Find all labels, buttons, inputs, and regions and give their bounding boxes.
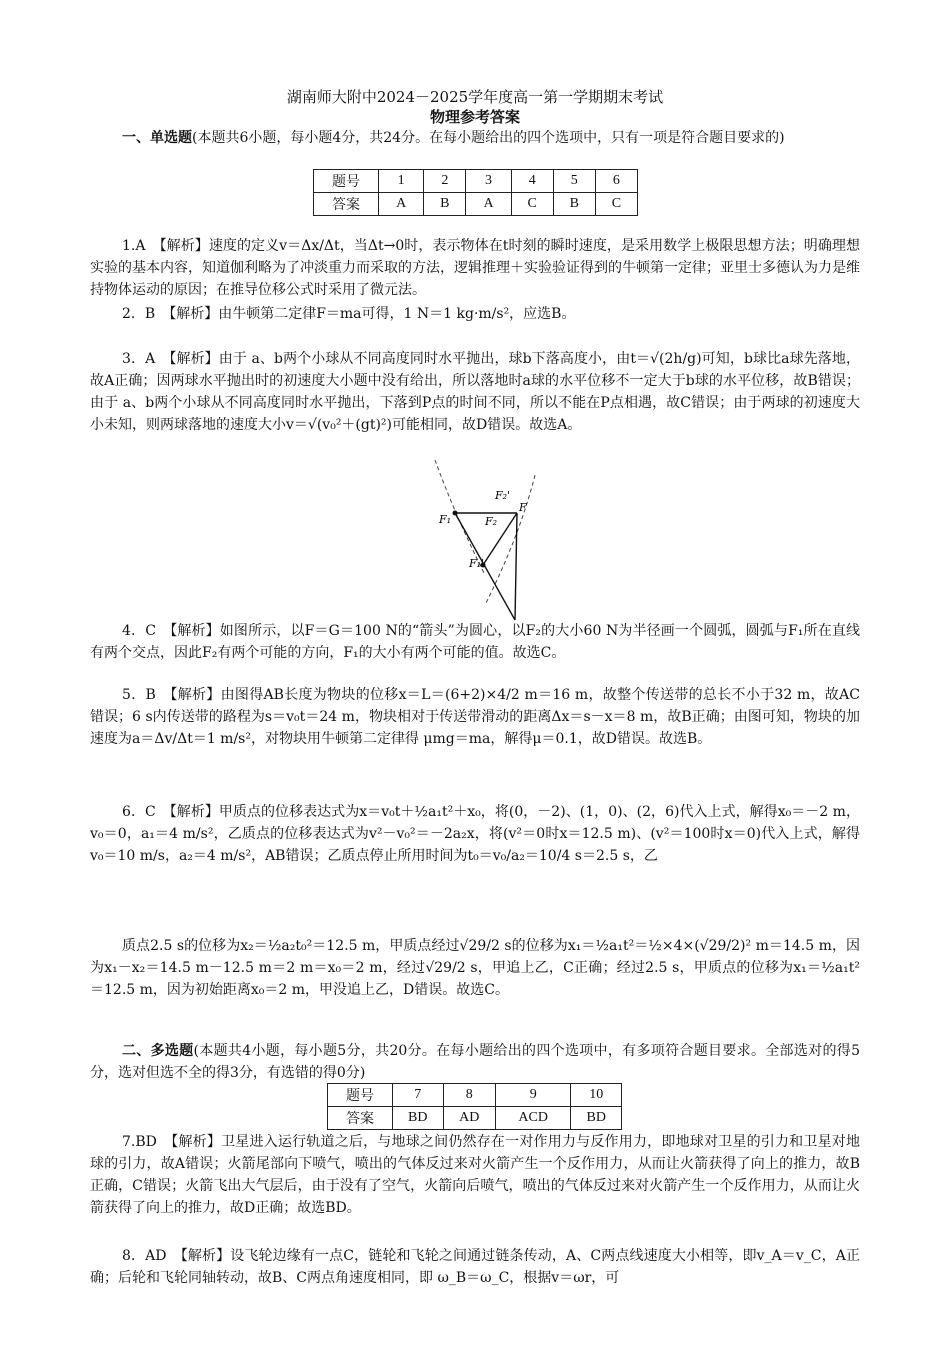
answer-table-1 — [313, 169, 638, 216]
label-f: F — [519, 501, 527, 514]
table-cell: 9 — [495, 1084, 570, 1107]
answer-q7: 7.BD 【解析】卫星进入运行轨道之后，与地球之间仍然存在一对作用力与反作用力，即地球对卫星的引力和卫星对地球的引力，故A错误；火箭尾部向下喷气，喷出的气体反过来对火箭产生一个反作用力，从而让火箭获得了向上的推力，故B正确，C错误；火箭飞出大气层后，由于没有了空气，火箭向后喷气，喷出的气体反过来对火箭产生一个反作用力，从而让火箭获得了向上的推力，故D正确；故选BD。 — [90, 1134, 860, 1216]
label-f2: F₂ — [485, 515, 498, 528]
table-cell: 10 — [571, 1084, 622, 1107]
force-diagram — [425, 455, 545, 625]
table-cell: 6 — [595, 170, 637, 193]
table-row — [328, 1084, 622, 1107]
label-f1-prime: F₁' — [469, 557, 485, 570]
answer-q6-part2: 质点2.5 s的位移为x₂＝½a₂t₀²＝12.5 m，甲质点经过√29/2 s的位移为x₁＝½a₁t²＝½×4×(√29/2)² m＝14.5 m，因为x₁－x₂＝14.5 m－12.5 m＝2 m＝x₀＝2 m，经过√29/2 s，甲追上乙，C正确；经过2.5 s，甲质点的位移为x₁＝½a₁t²＝12.5 m，因为初始距离x₀＝2 m，甲没追上乙，D错误。故选C。 — [90, 938, 860, 998]
answer-q8: 8．AD 【解析】设飞轮边缘有一点C，链轮和飞轮之间通过链条传动，A、C两点线速度大小相等，即v_A＝v_C，A正确；后轮和飞轮同轴转动，故B、C两点角速度相同，即 ω_B＝ω_C，根据v＝ωr，可 — [90, 1248, 860, 1286]
table-cell: 7 — [393, 1084, 444, 1107]
document-title: 湖南师大附中2024－2025学年度高一第一学期期末考试 — [286, 88, 664, 106]
table-cell: AD — [443, 1107, 495, 1130]
table-cell: 答案 — [328, 1107, 393, 1130]
point-f1 — [453, 511, 458, 516]
label-f1: F₁ — [439, 513, 452, 526]
section1-desc: (本题共6小题，每小题4分，共24分。在每小题给出的四个选项中，只有一项是符合题目要求的) — [192, 130, 785, 146]
table-cell: 题号 — [328, 1084, 393, 1107]
answer-q1: 1.A 【解析】速度的定义v＝Δx/Δt，当Δt→0时，表示物体在t时刻的瞬时速度，是采用数学上极限思想方法；明确理想实验的基本内容，知道伽利略为了冲淡重力而采取的方法，逻辑推理＋实验验证得到的牛顿第一定律；亚里士多德认为力是维持物体运动的原因；在推导位移公式时采用了微元法。 — [90, 238, 860, 298]
table-cell: 3 — [466, 170, 511, 193]
table-cell: 1 — [379, 170, 424, 193]
section2-intro — [90, 1040, 860, 1084]
table-cell: 答案 — [314, 193, 379, 216]
table-cell: B — [553, 193, 595, 216]
table-row — [314, 193, 638, 216]
table-cell: A — [466, 193, 511, 216]
section2-desc: (本题共4小题，每小题5分，共20分。在每小题给出的四个选项中，有多项符合题目要求。全部选对的得5分，选对但选不全的得3分，有选错的得0分) — [90, 1043, 861, 1081]
table-cell: 4 — [511, 170, 553, 193]
section1-heading: 一、单选题 — [122, 130, 192, 146]
section1-intro — [90, 127, 860, 149]
table-cell: B — [424, 193, 466, 216]
answer-table-2 — [327, 1083, 622, 1130]
table-cell: 题号 — [314, 170, 379, 193]
table-cell: ACD — [495, 1107, 570, 1130]
answer-q4: 4．C 【解析】如图所示，以F＝G＝100 N的“箭头”为圆心，以F₂的大小60 N为半径画一个圆弧，圆弧与F₁所在直线有两个交点，因此F₂有两个可能的方向，F₁的大小有两个可能的值。故选C。 — [90, 623, 860, 661]
table-row — [314, 170, 638, 193]
table-cell: 8 — [443, 1084, 495, 1107]
table-row — [328, 1107, 622, 1130]
vector-g — [515, 513, 517, 620]
table-cell: C — [511, 193, 553, 216]
answer-q6-part1: 6．C 【解析】甲质点的位移表达式为x＝v₀t＋½a₁t²＋x₀，将(0，－2)、(1，0)、(2，6)代入上式，解得x₀＝－2 m，v₀＝0，a₁＝4 m/s²，乙质点的位移表达式为v²－v₀²＝－2a₂x，将(v²＝0时x＝12.5 m)、(v²＝100时x＝0)代入上式，解得v₀＝10 m/s，a₂＝4 m/s²，AB错误；乙质点停止所用时间为t₀＝v₀/a₂＝10/4 s＝2.5 s，乙 — [90, 804, 860, 864]
answer-q5: 5．B 【解析】由图得AB长度为物块的位移x＝L＝(6+2)×4/2 m＝16 m，故整个传送带的总长不小于32 m，故AC错误；6 s内传送带的路程为s＝v₀t＝24 m，物块相对于传送带滑动的距离Δx＝s－x＝8 m，故B正确；由图可知，物块的加速度为a＝Δv/Δt＝1 m/s²，对物块用牛顿第二定律得 μmg＝ma，解得μ＝0.1，故D错误。故选B。 — [90, 687, 860, 747]
answer-q2: 2．B 【解析】由牛顿第二定律F＝ma可得，1 N＝1 kg·m/s²，应选B。 — [122, 306, 576, 322]
table-cell: 2 — [424, 170, 466, 193]
section2-heading: 二、多选题 — [122, 1043, 194, 1059]
table-cell: BD — [393, 1107, 444, 1130]
answer-q3: 3．A 【解析】由于 a、b两个小球从不同高度同时水平抛出，球b下落高度小，由t＝√(2h/g)可知，b球比a球先落地，故A正确；因两球水平抛出时的初速度大小题中没有给出，所以落地时a球的水平位移不一定大于b球的水平位移，故B错误；由于 a、b两个小球从不同高度同时水平抛出，下落到P点的时间不同，所以不能在P点相遇，故C错误；由于两球的初速度大小未知，则两球落地的速度大小v＝√(v₀²＋(gt)²)可能相同，故D错误。故选A。 — [90, 351, 860, 433]
label-f2-prime: F₂' — [495, 489, 511, 502]
table-cell: BD — [571, 1107, 622, 1130]
table-cell: A — [379, 193, 424, 216]
table-cell: 5 — [553, 170, 595, 193]
table-cell: C — [595, 193, 637, 216]
document-subtitle: 物理参考答案 — [429, 108, 520, 126]
